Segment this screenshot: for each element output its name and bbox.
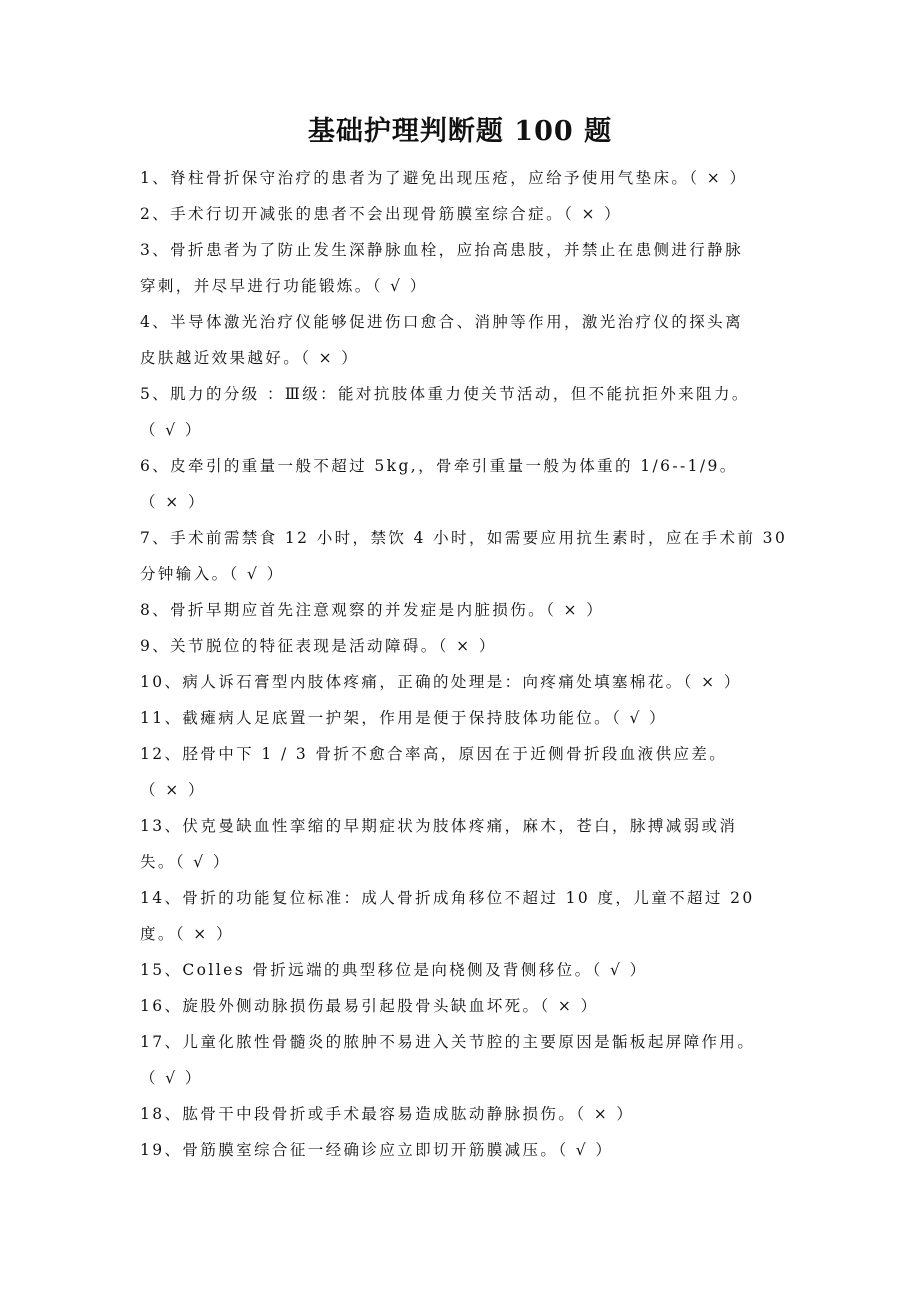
question-text: 14、骨折的功能复位标准：成人骨折成角移位不超过 10 度，儿童不超过 20 — [140, 889, 755, 907]
question-text-continued: 失。（ √ ） — [140, 853, 231, 871]
question-item — [140, 880, 840, 952]
question-text: 11、截瘫病人足底置一护架，作用是便于保持肢体功能位。（ √ ） — [140, 709, 668, 727]
question-item — [140, 988, 840, 1024]
question-text: 15、Colles 骨折远端的典型移位是向桡侧及背侧移位。（ √ ） — [140, 961, 648, 979]
question-text: 2、手术行切开减张的患者不会出现骨筋膜室综合症。（ × ） — [140, 205, 623, 223]
question-item — [140, 628, 840, 664]
question-item — [140, 1024, 840, 1096]
question-item — [140, 520, 840, 592]
question-item — [140, 160, 840, 196]
question-text: 9、关节脱位的特征表现是活动障碍。（ × ） — [140, 637, 497, 655]
question-text: 13、伏克曼缺血性挛缩的早期症状为肢体疼痛，麻木，苍白，脉搏减弱或消 — [140, 817, 738, 835]
question-item — [140, 448, 840, 520]
question-text-continued: 皮肤越近效果越好。（ × ） — [140, 349, 360, 367]
question-text: 19、骨筋膜室综合征一经确诊应立即切开筋膜减压。（ √ ） — [140, 1141, 614, 1159]
question-item — [140, 1096, 840, 1132]
question-text: 12、胫骨中下 1 / 3 骨折不愈合率高，原因在于近侧骨折段血液供应差。 — [140, 745, 728, 763]
question-item — [140, 196, 840, 232]
question-text: 4、半导体激光治疗仪能够促进伤口愈合、消肿等作用，激光治疗仪的探头离 — [140, 313, 743, 331]
question-text: 17、儿童化脓性骨髓炎的脓肿不易进入关节腔的主要原因是骺板起屏障作用。 — [140, 1033, 756, 1051]
question-item — [140, 592, 840, 628]
question-item — [140, 304, 840, 376]
document-title: 基础护理判断题 100 题 — [307, 116, 613, 147]
question-item — [140, 808, 840, 880]
question-item — [140, 700, 840, 736]
question-item — [140, 1132, 840, 1168]
question-text: 1、脊柱骨折保守治疗的患者为了避免出现压疮，应给予使用气垫床。（ × ） — [140, 169, 748, 187]
question-text-continued: （ √ ） — [140, 1069, 203, 1087]
question-list — [140, 160, 840, 1168]
question-text: 18、肱骨干中段骨折或手术最容易造成肱动静脉损伤。（ × ） — [140, 1105, 635, 1123]
question-text-continued: 分钟输入。（ √ ） — [140, 565, 285, 583]
question-text-continued: 穿刺，并尽早进行功能锻炼。（ √ ） — [140, 277, 428, 295]
question-item — [140, 736, 840, 808]
question-text: 16、旋股外侧动脉损伤最易引起股骨头缺血坏死。（ × ） — [140, 997, 599, 1015]
question-text: 7、手术前需禁食 12 小时，禁饮 4 小时，如需要应用抗生素时，应在手术前 30 — [140, 529, 788, 547]
question-text-continued: 度。（ × ） — [140, 925, 234, 943]
question-item — [140, 952, 840, 988]
question-item — [140, 664, 840, 700]
question-item — [140, 376, 840, 448]
question-text: 3、骨折患者为了防止发生深静脉血栓，应抬高患肢，并禁止在患侧进行静脉 — [140, 241, 743, 259]
question-text: 6、皮牵引的重量一般不超过 5kg,，骨牵引重量一般为体重的 1/6--1/9。 — [140, 457, 738, 475]
question-text: 8、骨折早期应首先注意观察的并发症是内脏损伤。（ × ） — [140, 601, 605, 619]
question-text-continued: （ × ） — [140, 781, 206, 799]
question-text-continued: （ × ） — [140, 493, 206, 511]
question-item — [140, 232, 840, 304]
question-text-continued: （ √ ） — [140, 421, 203, 439]
question-text: 5、肌力的分级 ：Ⅲ级：能对抗肢体重力使关节活动，但不能抗拒外来阻力。 — [140, 385, 750, 403]
question-text: 10、病人诉石膏型内肢体疼痛，正确的处理是：向疼痛处填塞棉花。（ × ） — [140, 673, 742, 691]
